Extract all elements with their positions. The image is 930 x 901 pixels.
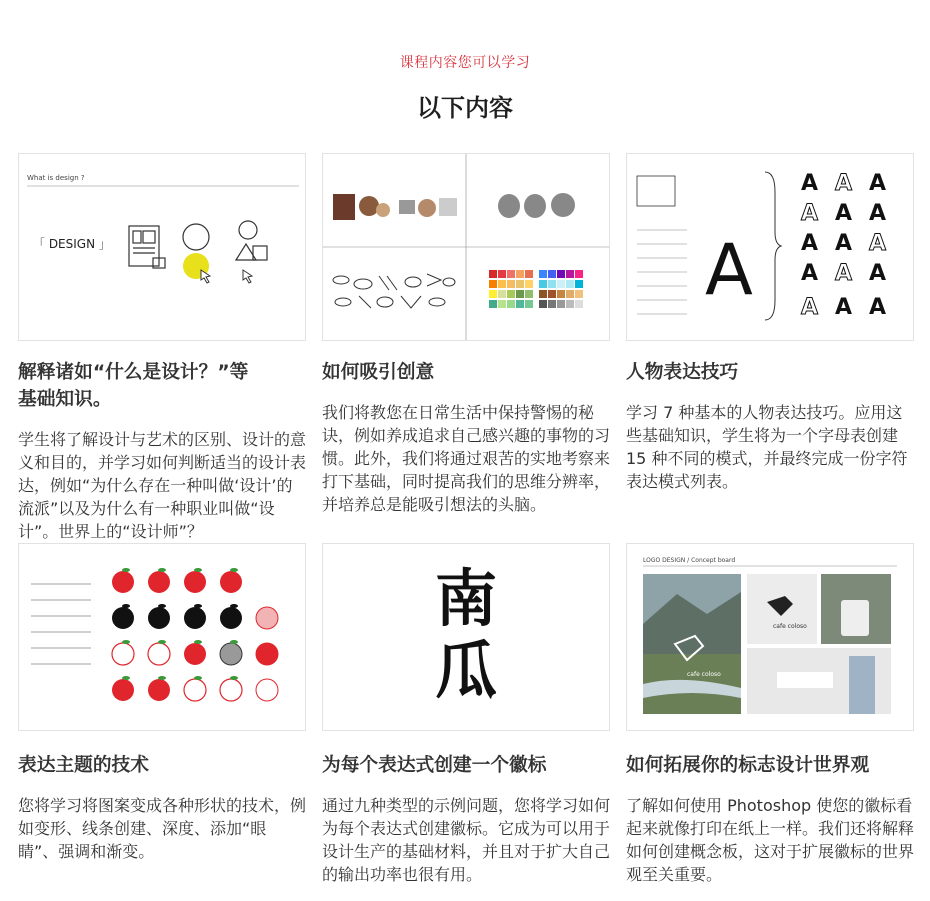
sketch-objects-icon	[333, 274, 455, 308]
leaf-icon	[194, 640, 202, 644]
apple-icon	[184, 607, 206, 629]
card-title: 为每个表达式创建一个徽标	[322, 755, 547, 776]
card-title: 如何吸引创意	[322, 362, 435, 383]
apple-icon	[220, 571, 242, 593]
card-character-expression	[626, 153, 914, 341]
section-title: 以下内容	[417, 94, 513, 122]
letter-variation-glyph: A	[835, 231, 853, 256]
color-palette-icon	[489, 270, 583, 308]
photo-logo-text: cafe coloso	[687, 671, 721, 678]
letter-variation-glyph: A	[869, 171, 887, 196]
section-eyebrow: 课程内容您可以学习	[399, 55, 531, 71]
letter-variation-glyph: A	[801, 295, 819, 320]
letter-variation-glyph: A	[801, 201, 819, 226]
leaf-icon	[122, 604, 130, 608]
card-description: 学习 7 种基本的人物表达技巧。应用这些基础知识，学生将为一个字母表创建 15 种不同的模式，并最终完成一份字符表达模式列表。	[626, 403, 908, 491]
thumbnail-pumpkin-logo	[322, 543, 610, 731]
card-text-2	[322, 357, 610, 531]
letter-variation-glyph: A	[801, 261, 819, 286]
mockup-logo-text: cafe coloso	[773, 623, 807, 630]
big-letter-a: A	[705, 229, 753, 311]
letter-variation-glyph: A	[869, 201, 887, 226]
apple-icon	[148, 679, 170, 701]
small-circle-icon	[239, 221, 257, 239]
logo-char-2: 瓜	[434, 634, 497, 707]
card-text-5	[322, 750, 610, 901]
letter-variation-glyph: A	[835, 295, 853, 320]
leaf-icon	[158, 604, 166, 608]
apple-icon	[220, 643, 242, 665]
leaf-icon	[194, 604, 202, 608]
letter-variation-glyph: A	[869, 261, 887, 286]
leaf-icon	[122, 676, 130, 680]
card-motif-techniques	[18, 543, 306, 731]
apple-icon	[112, 679, 134, 701]
apple-icon	[148, 607, 170, 629]
apple-icon	[256, 607, 278, 629]
thumbnail-what-is-design	[18, 153, 306, 341]
apple-icon	[256, 679, 278, 701]
card-attract-ideas	[322, 153, 610, 341]
brace-icon	[765, 172, 781, 320]
card-title	[18, 357, 306, 411]
letter-variation-glyph: A	[801, 171, 819, 196]
photo-sequence-icon	[333, 194, 457, 220]
thumbnail-apple-variations	[18, 543, 306, 731]
card-title: 人物表达技巧	[626, 362, 739, 383]
empty-circle-icon	[183, 224, 209, 250]
apple-icon	[184, 571, 206, 593]
landscape-photo	[643, 574, 741, 714]
letter-variation-glyph: A	[869, 231, 887, 256]
logo-char-1: 南	[434, 562, 497, 635]
card-text-1	[18, 357, 306, 558]
leaf-icon	[122, 568, 130, 572]
card-description: 您将学习将图案变成各种形状的技术，例如变形、线条创建、深度、添加“眼睛”、强调和渐变。	[18, 796, 307, 861]
letter-variation-glyph: A	[801, 231, 819, 256]
apple-icon	[220, 679, 242, 701]
layout-sketch-icon	[129, 226, 165, 268]
card-description: 通过九种类型的示例问题，您将学习如何为每个表达式创建徽标。它成为可以用于设计生产的基础材料，并且对于扩大自己的输出功率也很有用。	[322, 796, 611, 884]
card-description: 我们将教您在日常生活中保持警惕的秘诀，例如养成追求自己感兴趣的事物的习惯。此外，我们将通过艰苦的实地考察来打下基础，同时提高我们的思维分辨率，并培养总是能吸引想法的头脑。	[322, 403, 611, 514]
thumbnail-field-notes	[322, 153, 610, 341]
letter-variation-glyph: A	[835, 201, 853, 226]
letter-variation-glyph: A	[835, 261, 853, 286]
leaf-icon	[230, 640, 238, 644]
apple-icon	[256, 643, 278, 665]
card-title-line-2: 基础知识。	[18, 389, 112, 410]
blob-shapes-icon	[498, 193, 575, 218]
leaf-icon	[158, 676, 166, 680]
card-text-6	[626, 750, 914, 901]
card-text-4	[18, 750, 306, 878]
thumb-heading: What is design ?	[27, 174, 85, 182]
thumbnail-letter-variations	[626, 153, 914, 341]
apple-icon	[112, 571, 134, 593]
leaf-icon	[158, 568, 166, 572]
card-create-logo	[322, 543, 610, 731]
cursor-hand-icon	[243, 270, 252, 283]
design-word: 「 DESIGN 」	[33, 237, 111, 251]
leaf-icon	[230, 676, 238, 680]
card-description: 学生将了解设计与艺术的区别、设计的意义和目的，并学习如何判断适当的设计表达，例如“为什么存在一种叫做‘设计’的流派”以及为什么有一种职业叫做“设计”。世界上的“设计师”？	[18, 430, 307, 541]
card-logo-worldview	[626, 543, 914, 731]
card-title-line-1: 解释诸如“什么是设计？”等	[18, 362, 249, 383]
apple-icon	[112, 607, 134, 629]
apple-icon	[148, 643, 170, 665]
leaf-icon	[158, 640, 166, 644]
thumbnail-concept-board	[626, 543, 914, 731]
card-what-is-design	[18, 153, 306, 341]
card-title: 如何拓展你的标志设计世界观	[626, 755, 870, 776]
apple-icon	[112, 643, 134, 665]
letter-variation-glyph: A	[835, 171, 853, 196]
letter-variation-glyph: A	[869, 295, 887, 320]
apple-icon	[184, 643, 206, 665]
leaf-icon	[122, 640, 130, 644]
concept-board-heading: LOGO DESIGN / Concept board	[643, 557, 736, 564]
leaf-icon	[230, 604, 238, 608]
leaf-icon	[194, 568, 202, 572]
leaf-icon	[230, 568, 238, 572]
card-text-3	[626, 357, 914, 508]
apple-icon	[184, 679, 206, 701]
leaf-icon	[194, 676, 202, 680]
card-title: 表达主题的技术	[18, 755, 149, 776]
apple-icon	[220, 607, 242, 629]
card-description: 了解如何使用 Photoshop 使您的徽标看起来就像打印在纸上一样。我们还将解释如何创建概念板，这对于扩展徽标的世界观至关重要。	[626, 796, 915, 884]
apple-icon	[148, 571, 170, 593]
